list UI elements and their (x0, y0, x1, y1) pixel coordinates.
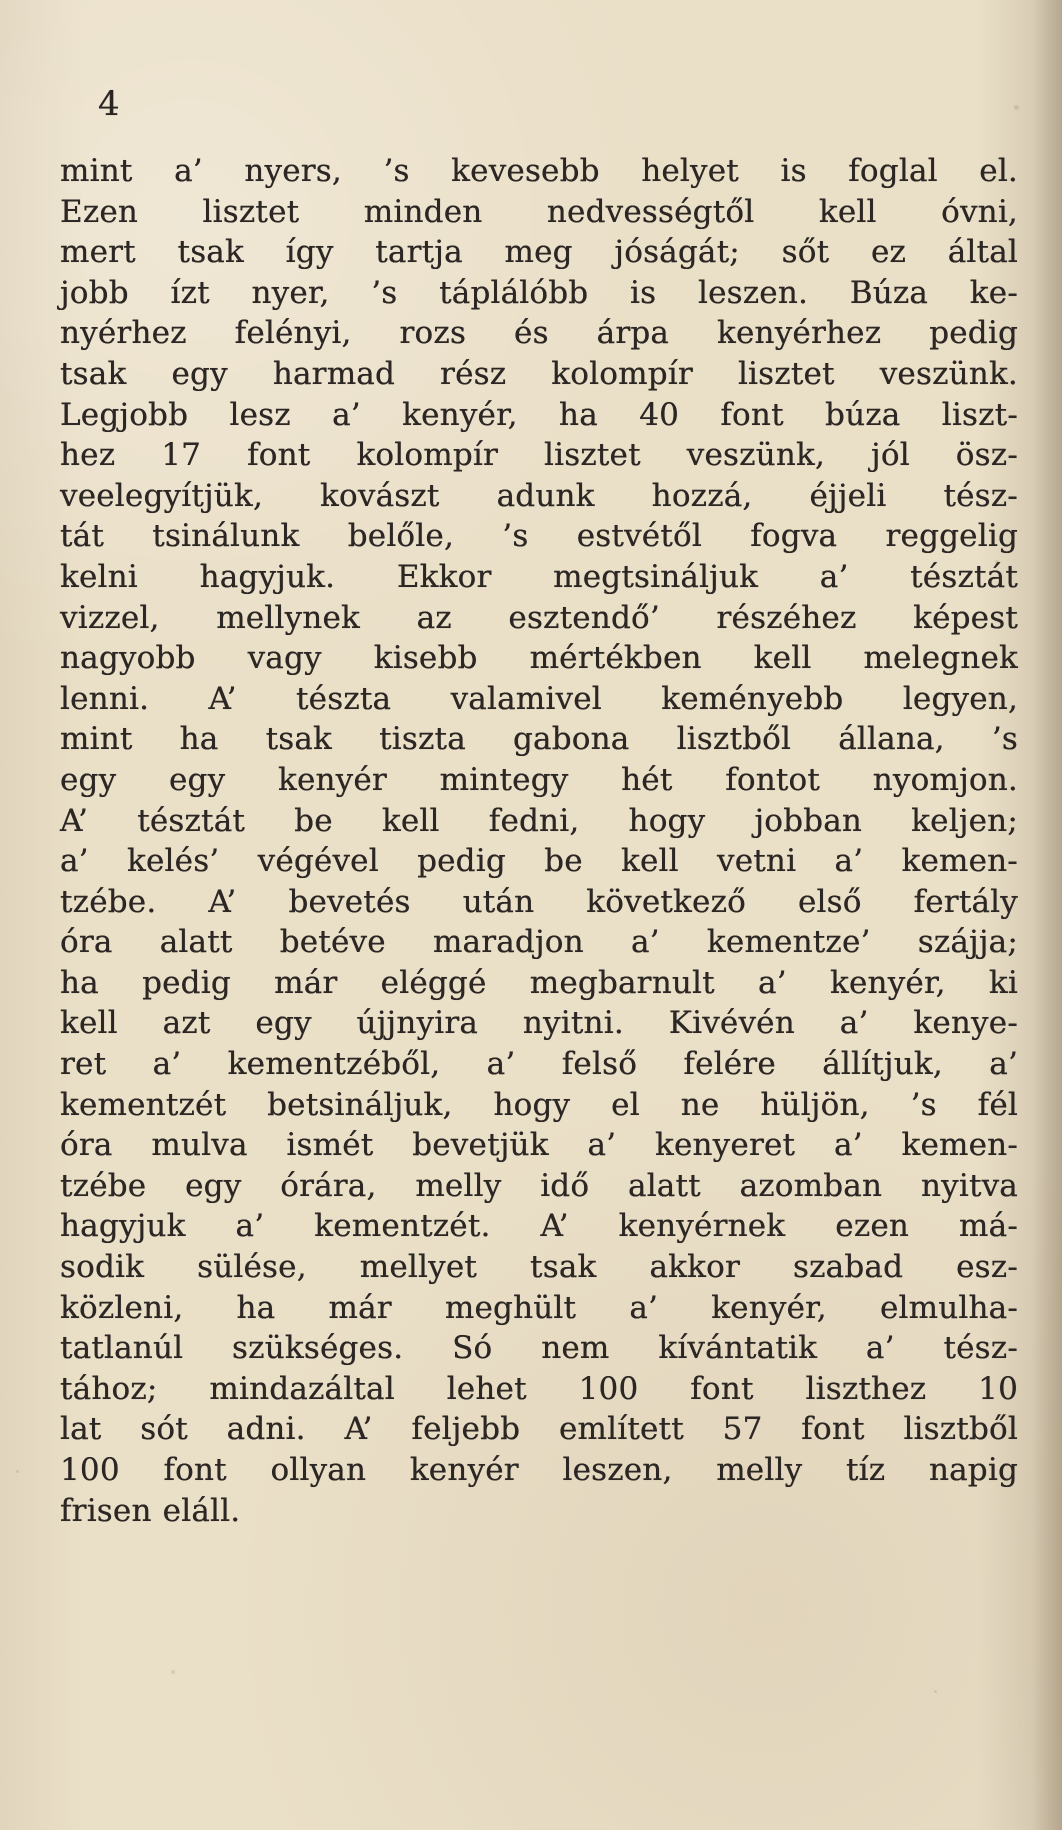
text-line: tzébe. A’ bevetés után következő első fertály (60, 883, 1018, 920)
page-number: 4 (98, 84, 120, 124)
text-line: a’ kelés’ végével pedig be kell vetni a’ kemen- (60, 843, 1018, 880)
text-line: vizzel, mellynek az esztendő’ részéhez képest (60, 599, 1018, 636)
text-line: lat sót adni. A’ feljebb említett 57 font lisztből (60, 1411, 1018, 1448)
text-line: sodik sülése, mellyet tsak akkor szabad esz- (60, 1249, 1018, 1286)
text-line: Ezen lisztet minden nedvességtől kell óvni, (60, 193, 1018, 230)
text-line: kell azt egy újjnyira nyitni. Kivévén a’ kenye- (60, 1005, 1018, 1042)
text-line: kementzét betsináljuk, hogy el ne hüljön, ’s fél (60, 1086, 1018, 1123)
text-line: mint ha tsak tiszta gabona lisztből állana, ’s (60, 721, 1018, 758)
text-line: kelni hagyjuk. Ekkor megtsináljuk a’ tésztát (60, 558, 1018, 595)
text-line: nagyobb vagy kisebb mértékben kell melegnek (60, 640, 1018, 677)
text-line: ha pedig már eléggé megbarnult a’ kenyér, ki (60, 964, 1018, 1001)
text-line: mint a’ nyers, ’s kevesebb helyet is foglal el. (60, 153, 1018, 189)
text-line: 100 font ollyan kenyér leszen, melly tíz napig (60, 1452, 1018, 1488)
text-line: mert tsak így tartja meg jóságát; sőt ez által (60, 234, 1018, 271)
text-line: hagyjuk a’ kementzét. A’ kenyérnek ezen má- (60, 1208, 1018, 1245)
paper-speck (171, 1670, 175, 1674)
text-line: frisen eláll. (60, 1492, 241, 1529)
text-line: A’ tésztát be kell fedni, hogy jobban keljen; (60, 802, 1018, 839)
paper-speck (1014, 105, 1019, 110)
text-line: közleni, ha már meghült a’ kenyér, elmulha- (60, 1289, 1018, 1326)
text-line: nyérhez felényi, rozs és árpa kenyérhez pedig (60, 315, 1018, 352)
text-line: veelegyítjük, kovászt adunk hozzá, éjjeli tész- (60, 477, 1018, 514)
paper-speck (16, 1470, 19, 1473)
text-line: lenni. A’ tészta valamivel keményebb legyen, (60, 680, 1018, 717)
text-line: tát tsinálunk belőle, ’s estvétől fogva reggelig (60, 518, 1018, 555)
page-text (60, 151, 1018, 1531)
text-line: tához; mindazáltal lehet 100 font liszthez 10 (60, 1370, 1018, 1407)
text-line: egy egy kenyér mintegy hét fontot nyomjon. (60, 761, 1018, 798)
text-line: tatlanúl szükséges. Só nem kívántatik a’ tész- (60, 1330, 1018, 1367)
text-line: tsak egy harmad rész kolompír lisztet veszünk. (60, 355, 1018, 392)
paper-speck (934, 1690, 937, 1693)
text-line: Legjobb lesz a’ kenyér, ha 40 font búza liszt- (60, 396, 1018, 433)
text-line: óra alatt betéve maradjon a’ kementze’ szájja; (60, 924, 1018, 961)
text-line: ret a’ kementzéből, a’ felső felére állítjuk, a’ (60, 1046, 1018, 1083)
text-line: jobb ízt nyer, ’s táplálóbb is leszen. Búza ke- (60, 274, 1018, 311)
text-line: tzébe egy órára, melly idő alatt azomban nyitva (60, 1167, 1018, 1204)
text-line: hez 17 font kolompír lisztet veszünk, jól ösz- (60, 437, 1018, 474)
text-line: óra mulva ismét bevetjük a’ kenyeret a’ kemen- (60, 1127, 1018, 1164)
